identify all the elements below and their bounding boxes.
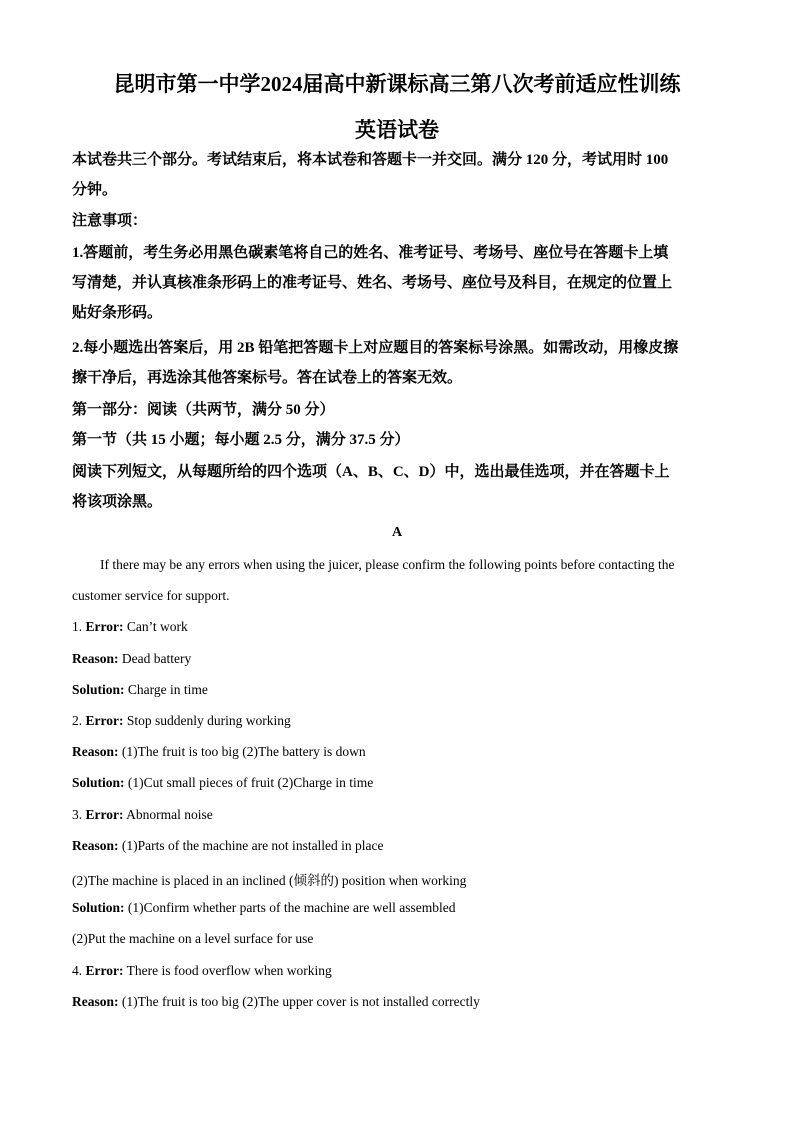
solution-text: (1)Confirm whether parts of the machine are well assembled <box>127 900 456 915</box>
error-label: Error: <box>85 963 124 978</box>
error-text: There is food overflow when working <box>126 963 332 978</box>
intro-line: 分钟。 <box>72 182 118 198</box>
error-text: Can’t work <box>126 619 188 634</box>
reason-label: Reason: <box>72 744 119 759</box>
reason-label: Reason: <box>72 838 119 853</box>
passage-intro-line: customer service for support. <box>72 588 230 603</box>
passage-intro-line: If there may be any errors when using the juicer, please confirm the following points before contacting the <box>100 557 675 572</box>
solution-label: Solution: <box>72 775 125 790</box>
intro-line: 本试卷共三个部分。考试结束后，将本试卷和答题卡一并交回。满分 120 分，考试用时 100 <box>72 152 669 168</box>
section1-heading: 第一节（共 15 小题；每小题 2.5 分，满分 37.5 分） <box>72 432 410 448</box>
solution-line <box>72 682 208 698</box>
instruction-line: 阅读下列短文，从每题所给的四个选项（A、B、C、D）中，选出最佳选项，并在答题卡上 <box>72 464 670 480</box>
reason-label: Reason: <box>72 651 119 666</box>
exam-subtitle: 英语试卷 <box>355 118 439 142</box>
reason-line <box>72 744 366 760</box>
error-line <box>72 619 188 635</box>
reason-line <box>72 838 384 854</box>
error-text: Abnormal noise <box>126 807 213 822</box>
instruction-text <box>72 457 722 517</box>
error-text: Stop suddenly during working <box>126 713 291 728</box>
notes-line: 贴好条形码。 <box>72 305 163 321</box>
notes-line: 2.每小题选出答案后，用 2B 铅笔把答题卡上对应题目的答案标号涂黑。如需改动，用橡皮擦 <box>72 340 679 356</box>
reason-text: (1)Parts of the machine are not installed in place <box>121 838 384 853</box>
error-label: Error: <box>85 807 124 822</box>
solution-text: Charge in time <box>127 682 208 697</box>
reason-text: (1)The fruit is too big (2)The battery is down <box>121 744 366 759</box>
exam-title: 昆明市第一中学2024届高中新课标高三第八次考前适应性训练 <box>113 72 681 96</box>
error-label: Error: <box>85 619 124 634</box>
solution-line <box>72 775 373 791</box>
reason-text: Dead battery <box>121 651 192 666</box>
notes-item-1 <box>72 238 722 328</box>
reason-text: (1)The fruit is too big (2)The upper cover is not installed correctly <box>121 994 480 1009</box>
item-number: 3. <box>72 807 83 822</box>
error-line <box>72 713 291 729</box>
reason-line-continued: (2)The machine is placed in an inclined (倾斜的) position when working <box>72 873 467 888</box>
passage-label: A <box>391 525 403 540</box>
solution-line <box>72 900 456 916</box>
part1-heading: 第一部分：阅读（共两节，满分 50 分） <box>72 402 335 418</box>
notes-line: 写清楚，并认真核准条形码上的准考证号、姓名、考场号、座位号及科目，在规定的位置上 <box>72 275 673 291</box>
error-label: Error: <box>85 713 124 728</box>
solution-label: Solution: <box>72 682 125 697</box>
reason-line <box>72 651 191 667</box>
notes-line: 1.答题前，考生务必用黑色碳素笔将自己的姓名、准考证号、考场号、座位号在答题卡上填 <box>72 245 669 261</box>
instruction-line: 将该项涂黑。 <box>72 494 163 510</box>
error-line <box>72 963 332 979</box>
reason-label: Reason: <box>72 994 119 1009</box>
notes-heading: 注意事项： <box>72 213 148 229</box>
solution-label: Solution: <box>72 900 125 915</box>
item-number: 2. <box>72 713 83 728</box>
notes-item-2 <box>72 333 722 393</box>
error-line <box>72 807 213 823</box>
item-number: 4. <box>72 963 83 978</box>
reason-line <box>72 994 480 1010</box>
notes-line: 擦干净后，再选涂其他答案标号。答在试卷上的答案无效。 <box>72 370 463 386</box>
solution-text: (1)Cut small pieces of fruit (2)Charge in time <box>127 775 374 790</box>
intro-text <box>72 145 722 205</box>
item-number: 1. <box>72 619 83 634</box>
solution-line-continued: (2)Put the machine on a level surface for use <box>72 931 314 946</box>
